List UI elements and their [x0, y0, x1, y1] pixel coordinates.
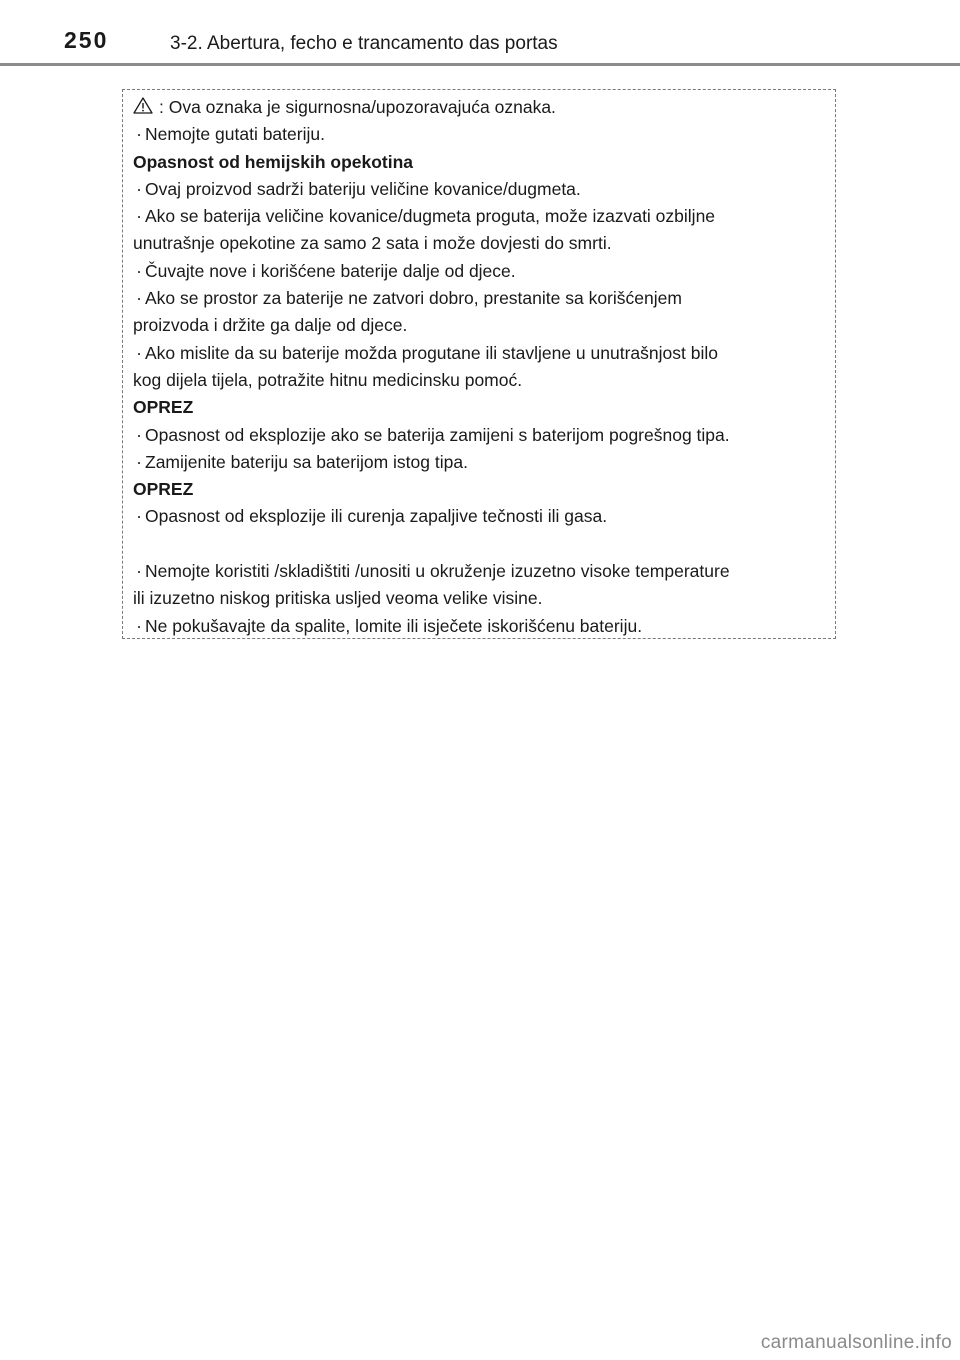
notice-line-text: Ne pokušavajte da spalite, lomite ili isječete iskorišćenu bateriju. [145, 615, 643, 636]
notice-bullet-item [133, 176, 835, 203]
bullet-dot: · [136, 615, 142, 636]
notice-bullet-item [133, 422, 835, 449]
notice-line-text: Zamijenite bateriju sa baterijom istog tipa. [145, 451, 468, 472]
page-number: 250 [64, 27, 109, 53]
notice-line-text: Nemojte koristiti /skladištiti /unositi u okruženje izuzetno visoke temperature [145, 561, 730, 582]
notice-heading [133, 476, 835, 503]
bullet-dot: · [136, 124, 142, 145]
notice-line-text: Ako se baterija veličine kovanice/dugmeta proguta, može izazvati ozbiljne [145, 206, 716, 227]
bullet-dot: · [136, 260, 142, 281]
watermark: carmanualsonline.info [760, 1332, 952, 1353]
notice-bullet-item [133, 121, 835, 148]
notice-text-line [133, 230, 835, 257]
notice-bullet-item [133, 285, 835, 312]
notice-line-text: proizvoda i držite ga dalje od djece. [133, 315, 408, 336]
notice-text-line [133, 585, 835, 612]
notice-bullet-item [133, 203, 835, 230]
bullet-dot: · [136, 424, 142, 445]
notice-line-text: ili izuzetno niskog pritiska usljed veoma velike visine. [133, 588, 543, 609]
notice-line-text: Čuvajte nove i korišćene baterije dalje od djece. [145, 260, 516, 281]
bullet-dot: · [136, 506, 142, 527]
notice-line-text: OPREZ [133, 479, 194, 500]
notice-line-text: Opasnost od eksplozije ili curenja zapaljive tečnosti ili gasa. [145, 506, 608, 527]
notice-bullet-item [133, 258, 835, 285]
notice-heading [133, 394, 835, 421]
notice-line-text: Opasnost od eksplozije ako se baterija zamijeni s baterijom pogrešnog tipa. [145, 424, 730, 445]
bullet-dot: · [136, 178, 142, 199]
notice-symbol-legend [133, 94, 835, 121]
notice-line-text: OPREZ [133, 397, 194, 418]
notice-bullet-item [133, 449, 835, 476]
notice-text-line [133, 312, 835, 339]
notice-line-text: kog dijela tijela, potražite hitnu medicinsku pomoć. [133, 369, 523, 390]
notice-line-text: Ako mislite da su baterije možda progutane ili stavljene u unutrašnjost bilo [145, 342, 718, 363]
notice-line-text: unutrašnje opekotine za samo 2 sata i može dovjesti do smrti. [133, 233, 612, 254]
page-header [0, 0, 960, 66]
notice-line-text: Ovaj proizvod sadrži bateriju veličine kovanice/dugmeta. [145, 178, 581, 199]
bullet-dot: · [136, 561, 142, 582]
bullet-dot: · [136, 451, 142, 472]
notice-bullet-item [133, 340, 835, 367]
battery-warning-notice [122, 89, 836, 639]
notice-heading [133, 149, 835, 176]
notice-line-text: : Ova oznaka je sigurnosna/upozoravajuća oznaka. [159, 97, 556, 117]
bullet-dot: · [136, 342, 142, 363]
notice-bullet-item [133, 558, 835, 585]
bullet-dot: · [136, 288, 142, 309]
section-title: 3-2. Abertura, fecho e trancamento das portas [170, 33, 558, 54]
notice-spacer [133, 531, 835, 558]
notice-text-line [133, 367, 835, 394]
notice-bullet-item [133, 613, 835, 640]
notice-bullet-item [133, 503, 835, 530]
bullet-dot: · [136, 206, 142, 227]
notice-line-text: Ako se prostor za baterije ne zatvori dobro, prestanite sa korišćenjem [145, 288, 682, 309]
header-rule [0, 63, 960, 66]
notice-line-text: Nemojte gutati bateriju. [145, 124, 325, 145]
notice-line-text: Opasnost od hemijskih opekotina [133, 151, 414, 172]
warning-triangle-icon [133, 97, 153, 114]
